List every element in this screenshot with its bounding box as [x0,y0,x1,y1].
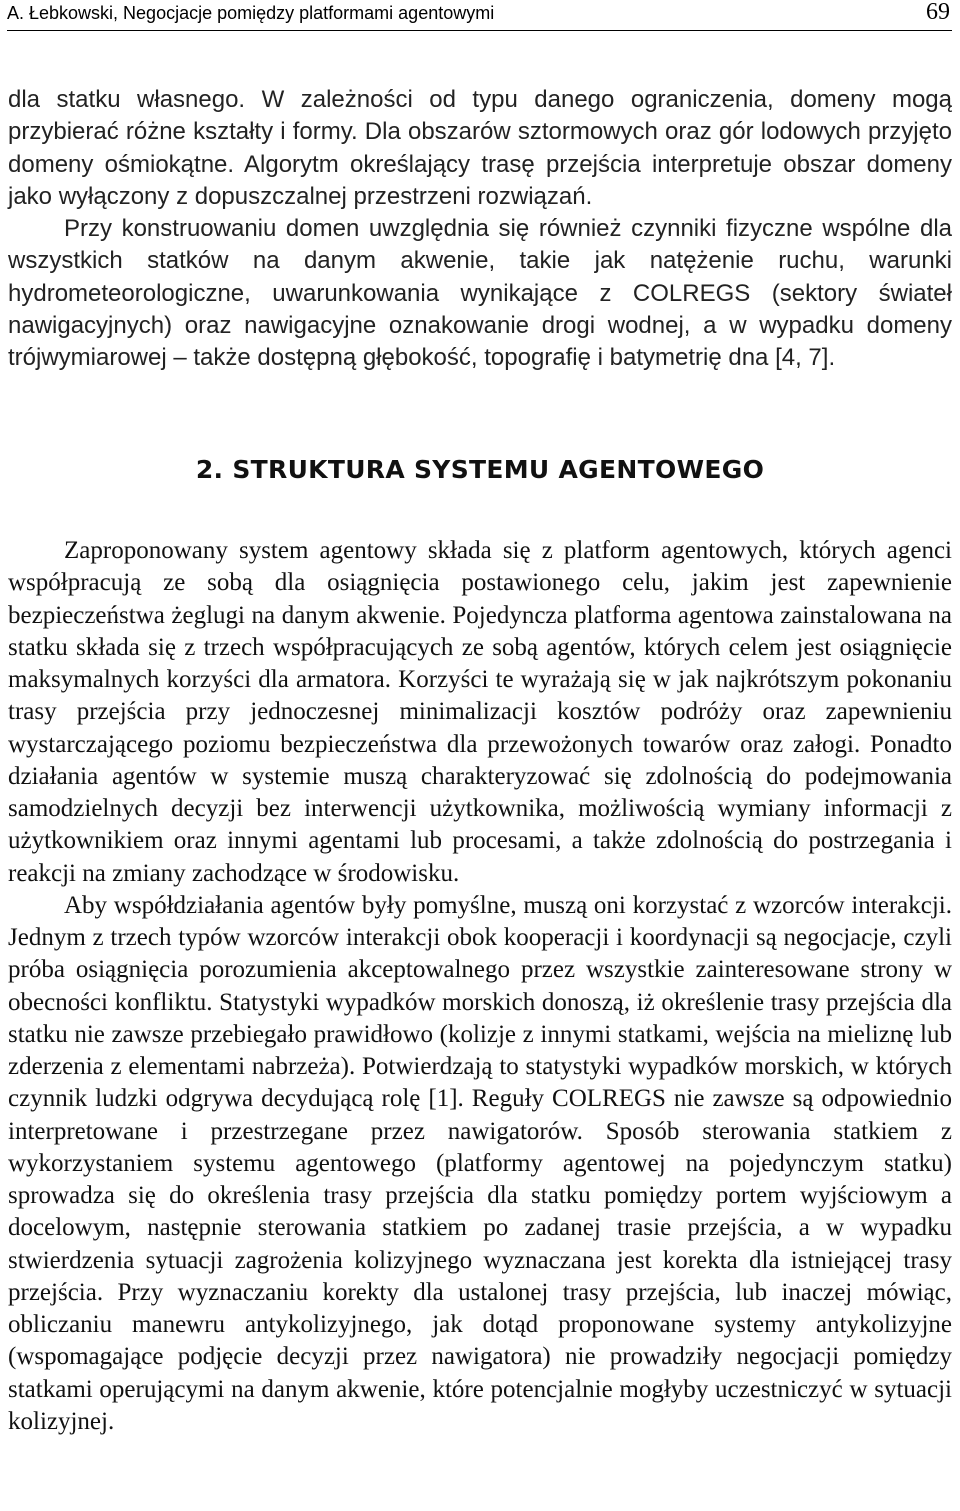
paragraph: Przy konstruowaniu domen uwzględnia się również czynniki fizyczne wspólne dla wszystkich statków na danym akwenie, takie jak natężenie ruchu, warunki hydrometeorologiczne, uwarunkowania wynikające z COLREGS (sektory świateł nawigacyjnych) oraz nawigacyjne oznakowanie drogi wodnej, a w wypadku domeny trójwymiarowej – także dostępną głębokość, topografię i batymetrię dna [4, 7]. [8,215,952,372]
section-heading: 2. STRUKTURA SYSTEMU AGENTOWEGO [195,455,765,484]
paragraph: Aby współdziałania agentów były pomyślne, muszą oni korzystać z wzorców interakcji. Jednym z trzech typów wzorców interakcji obok kooperacji i koordynacji są negocjacje, czyli próba osiągnięcia porozumienia akceptowalnego przez wszystkie zainteresowane strony w obecności konfliktu. Statystyki wypadków morskich donoszą, iż określenie trasy przejścia dla statku nie zawsze przebiegało prawidłowo (kolizje z innymi statkami, wejścia na mieliznę lub zderzenia z elementami nabrzeża). Potwierdzają to statystyki wypadków morskich, w których czynnik ludzki odgrywa decydującą rolę [1]. Reguły COLREGS nie zawsze są odpowiednio interpretowane i przestrzegane przez nawigatorów. Sposób sterowania statkiem z wykorzystaniem systemu agentowego (platformy agentowej na pojedynczym statku) sprowadza się do określenia trasy przejścia dla statku pomiędzy portem wyjściowym a docelowym, następnie sterowania statkiem po zadanej trasie przejścia, a w wypadku stwierdzenia sytuacji zagrożenia kolizyjnego wyznaczana jest korekta dla istniejącej trasy przejścia. Przy wyznaczaniu korekty dla ustalonej trasy przejścia, lub inaczej mówiąc, obliczaniu manewru antykolizyjnego, jak dotąd proponowane systemy antykolizyjne (wspomagające podjęcie decyzji przez nawigatora) nie prowadziły negocjacji pomiędzy statkami operującymi na danym akwenie, które potencjalnie mogłyby uczestniczyć w sytuacji kolizyjnej. [8,891,952,1435]
section-2-text [8,535,952,1438]
section-1-text [8,84,952,375]
running-title: A. Łebkowski, Negocjacje pomiędzy platformami agentowymi [7,3,495,23]
paragraph: Zaproponowany system agentowy składa się z platform agentowych, których agenci współpracują ze sobą dla osiągnięcia postawionego celu, jakim jest zapewnienie bezpieczeństwa żeglugi na danym akwenie. Pojedyncza platforma agentowa zainstalowana na statku składa się z trzech współpracujących ze sobą agentów, których celem jest osiągnięcie maksymalnych korzyści dla armatora. Korzyści te wyrażają się w jak najkrótszym pokonaniu trasy przejścia przy jednoczesnej minimalizacji kosztów podróży oraz zapewnieniu wystarczającego poziomu bezpieczeństwa dla przewożonych towarów oraz załogi. Ponadto działania agentów w systemie muszą charakteryzować się zdolnością do podejmowania samodzielnych decyzji bez interwencji użytkownika, możliwością wymiany informacji z użytkownikiem oraz innymi agentami lub procesami, a także zdolnością do postrzegania i reakcji na zmiany zachodzące w środowisku. [8,537,952,887]
running-header [7,0,952,31]
page-number: 69 [926,0,950,25]
paragraph: dla statku własnego. W zależności od typu danego ograniczenia, domeny mogą przybierać różne kształty i formy. Dla obszarów sztormowych oraz gór lodowych przyjęto domeny ośmiokątne. Algorytm określający trasę przejścia interpretuje obszar domeny jako wyłączony z dopuszczalnej przestrzeni rozwiązań. [8,86,952,210]
